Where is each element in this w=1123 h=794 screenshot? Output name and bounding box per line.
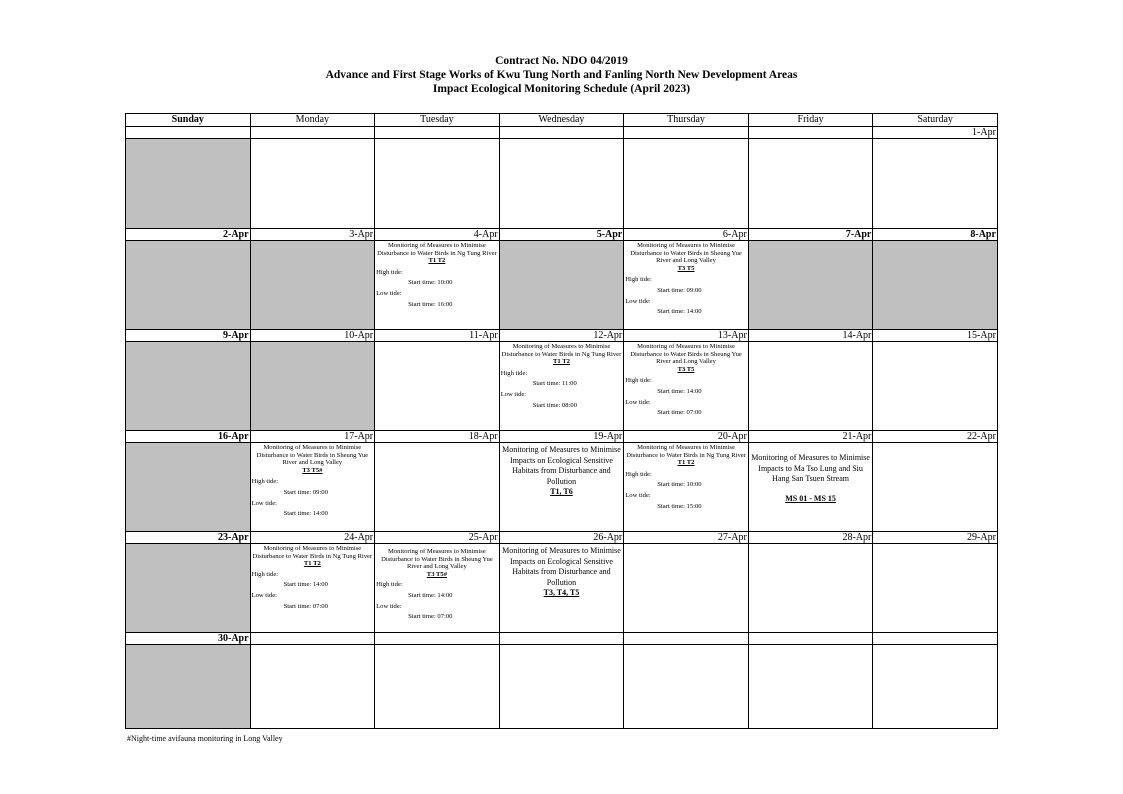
- monitoring-event: [624, 342, 748, 419]
- monitoring-event: [624, 443, 748, 512]
- transect-reference: T1 T2: [428, 257, 446, 265]
- day-cell: [250, 544, 375, 633]
- high-tide-label: High tide:: [251, 570, 279, 578]
- day-cell: [748, 241, 873, 330]
- footnote: #Night-time avifauna monitoring in Long Valley: [127, 734, 283, 743]
- day-cell: [624, 241, 749, 330]
- day-cell: [375, 139, 500, 229]
- day-header-saturday: Saturday: [873, 114, 998, 127]
- date-row: [126, 330, 998, 342]
- day-cell: [126, 645, 251, 729]
- day-cell: [499, 645, 624, 729]
- date-label: 30-Apr: [126, 633, 251, 645]
- day-cell: [499, 139, 624, 229]
- low-tide-label: Low tide:: [500, 390, 527, 398]
- day-cell: [624, 443, 749, 532]
- day-cell: [499, 241, 624, 330]
- day-cell: [499, 342, 624, 431]
- date-label: 24-Apr: [250, 532, 375, 544]
- date-label: [624, 633, 749, 645]
- day-cell: [873, 645, 998, 729]
- date-label: 22-Apr: [873, 431, 998, 443]
- day-header-tuesday: Tuesday: [375, 114, 500, 127]
- day-cell: [250, 645, 375, 729]
- day-cell: [126, 139, 251, 229]
- low-tide-start-time: Start time: 14:00: [657, 308, 702, 316]
- high-tide-label: High tide:: [376, 268, 403, 276]
- transect-reference: T1, T6: [550, 487, 573, 496]
- date-label: 29-Apr: [873, 532, 998, 544]
- date-label: 15-Apr: [873, 330, 998, 342]
- tide-times: [252, 477, 374, 519]
- transect-reference: T3 T5#: [302, 466, 323, 474]
- low-tide-label: Low tide:: [625, 297, 651, 305]
- low-tide-start-time: Start time: 16:00: [408, 300, 453, 308]
- day-cell: [250, 443, 375, 532]
- day-cell: [126, 443, 251, 532]
- content-row: [126, 544, 998, 633]
- day-cell: [126, 241, 251, 330]
- transect-reference: T3 T5: [677, 365, 695, 373]
- event-description: Monitoring of Measures to Minimise Disturbance to Water Birds in Sheung Yue River and Long Valley: [630, 343, 742, 366]
- date-row: [126, 229, 998, 241]
- low-tide-start-time: Start time: 07:00: [657, 409, 702, 417]
- low-tide-label: Low tide:: [376, 289, 402, 297]
- tide-times: [376, 268, 498, 310]
- date-label: [375, 127, 500, 139]
- transect-reference: T3, T4, T5: [543, 588, 580, 597]
- day-header-sunday: Sunday: [126, 114, 251, 127]
- date-label: 25-Apr: [375, 532, 500, 544]
- low-tide-start-time: Start time: 07:00: [283, 602, 328, 610]
- day-cell: [375, 544, 500, 633]
- day-header-friday: Friday: [748, 114, 873, 127]
- date-label: 23-Apr: [126, 532, 251, 544]
- day-cell: [748, 342, 873, 431]
- transect-reference: T3 T5#: [426, 570, 448, 578]
- date-label: [499, 127, 624, 139]
- event-description: Monitoring of Measures to Minimise Disturbance to Water Birds in Ng Tung River: [377, 242, 497, 257]
- date-row: [126, 532, 998, 544]
- transect-reference: T1 T2: [677, 459, 695, 467]
- day-cell: [499, 443, 624, 532]
- tide-times: [625, 470, 747, 512]
- high-tide-label: High tide:: [500, 369, 528, 377]
- day-cell: [873, 241, 998, 330]
- date-label: 20-Apr: [624, 431, 749, 443]
- date-label: 16-Apr: [126, 431, 251, 443]
- day-cell: [250, 241, 375, 330]
- date-label: [375, 633, 500, 645]
- high-tide-start-time: Start time: 09:00: [657, 286, 702, 294]
- event-description: Monitoring of Measures to Minimise Disturbance to Water Birds in Sheung Yue River and Long Valley: [256, 444, 369, 467]
- day-cell: [873, 544, 998, 633]
- event-description: Monitoring of Measures to Minimise Disturbance to Water Birds in Ng Tung River: [626, 444, 746, 459]
- date-label: 1-Apr: [873, 127, 998, 139]
- date-row: [126, 127, 998, 139]
- day-header-wednesday: Wednesday: [499, 114, 624, 127]
- day-cell: [126, 544, 251, 633]
- day-header-thursday: Thursday: [624, 114, 749, 127]
- event-description: Monitoring of Measures to Minimise Disturbance to Water Birds in Ng Tung River: [252, 545, 373, 560]
- weekday-header-row: [126, 114, 998, 127]
- content-row: [126, 645, 998, 729]
- day-cell: [624, 342, 749, 431]
- event-description: Monitoring of Measures to Minimise Disturbance to Water Birds in Sheung Yue River and Long Valley: [381, 548, 493, 571]
- high-tide-start-time: Start time: 10:00: [408, 279, 453, 287]
- high-tide-label: High tide:: [625, 377, 652, 385]
- low-tide-label: Low tide:: [251, 499, 278, 507]
- low-tide-start-time: Start time: 08:00: [532, 401, 578, 409]
- date-label: 13-Apr: [624, 330, 749, 342]
- high-tide-start-time: Start time: 14:00: [657, 387, 702, 395]
- date-label: 2-Apr: [126, 229, 251, 241]
- day-cell: [624, 645, 749, 729]
- low-tide-label: Low tide:: [376, 602, 402, 610]
- day-header-monday: Monday: [250, 114, 375, 127]
- monitoring-event: [251, 443, 375, 520]
- low-tide-start-time: Start time: 14:00: [283, 510, 328, 518]
- date-label: [748, 633, 873, 645]
- date-label: 17-Apr: [250, 431, 375, 443]
- tide-times: [501, 369, 623, 411]
- transect-reference: T1 T2: [553, 358, 570, 366]
- day-cell: [250, 342, 375, 431]
- monitoring-event: [749, 443, 873, 504]
- calendar-table: [125, 113, 998, 729]
- day-cell: [375, 443, 500, 532]
- day-cell: [375, 241, 500, 330]
- low-tide-label: Low tide:: [625, 398, 651, 406]
- day-cell: [873, 443, 998, 532]
- schedule-title: Impact Ecological Monitoring Schedule (April 2023): [432, 83, 691, 95]
- date-label: 26-Apr: [499, 532, 624, 544]
- date-label: [250, 127, 375, 139]
- date-label: 4-Apr: [375, 229, 500, 241]
- date-label: 7-Apr: [748, 229, 873, 241]
- day-cell: [375, 342, 500, 431]
- date-label: [748, 127, 873, 139]
- tide-times: [376, 580, 498, 622]
- date-label: 14-Apr: [748, 330, 873, 342]
- date-label: 8-Apr: [873, 229, 998, 241]
- day-cell: [126, 342, 251, 431]
- transect-reference: T1 T2: [303, 560, 321, 568]
- date-label: 11-Apr: [375, 330, 500, 342]
- high-tide-start-time: Start time: 09:00: [283, 488, 328, 496]
- tide-times: [625, 275, 747, 317]
- high-tide-start-time: Start time: 10:00: [657, 481, 702, 489]
- high-tide-label: High tide:: [376, 581, 403, 589]
- day-cell: [375, 645, 500, 729]
- low-tide-start-time: Start time: 07:00: [408, 613, 453, 621]
- content-row: [126, 443, 998, 532]
- date-label: 6-Apr: [624, 229, 749, 241]
- low-tide-label: Low tide:: [251, 591, 278, 599]
- event-description: Monitoring of Measures to Minimise Impacts on Ecological Sensitive Habitats from Disturbance and Pollution: [502, 445, 621, 486]
- content-row: [126, 241, 998, 330]
- date-row: [126, 431, 998, 443]
- date-label: 21-Apr: [748, 431, 873, 443]
- high-tide-label: High tide:: [251, 478, 279, 486]
- event-description: Monitoring of Measures to Minimise Impacts on Ecological Sensitive Habitats from Disturbance and Pollution: [502, 546, 621, 587]
- event-description: Monitoring of Measures to Minimise Impacts to Ma Tso Lung and Siu Hang San Tsuen Stream: [751, 453, 870, 483]
- date-label: [126, 127, 251, 139]
- date-label: 10-Apr: [250, 330, 375, 342]
- transect-reference: T3 T5: [677, 264, 695, 272]
- content-row: [126, 139, 998, 229]
- monitoring-event: [500, 443, 624, 498]
- date-label: [624, 127, 749, 139]
- monitoring-event: [375, 544, 499, 623]
- day-cell: [748, 645, 873, 729]
- date-label: 9-Apr: [126, 330, 251, 342]
- day-cell: [748, 139, 873, 229]
- high-tide-label: High tide:: [625, 276, 652, 284]
- high-tide-start-time: Start time: 11:00: [532, 380, 577, 388]
- low-tide-label: Low tide:: [625, 491, 651, 499]
- day-cell: [873, 342, 998, 431]
- date-label: 3-Apr: [250, 229, 375, 241]
- event-description: Monitoring of Measures to Minimise Disturbance to Water Birds in Sheung Yue River and Long Valley: [630, 242, 742, 265]
- event-description: Monitoring of Measures to Minimise Disturbance to Water Birds in Ng Tung River: [501, 343, 622, 358]
- day-cell: [624, 139, 749, 229]
- date-label: 5-Apr: [499, 229, 624, 241]
- high-tide-start-time: Start time: 14:00: [408, 591, 453, 599]
- date-label: [873, 633, 998, 645]
- high-tide-label: High tide:: [625, 470, 652, 478]
- tide-times: [625, 376, 747, 418]
- date-label: [250, 633, 375, 645]
- station-reference: MS 01 - MS 15: [785, 493, 836, 503]
- date-label: 12-Apr: [499, 330, 624, 342]
- contract-title: Contract No. NDO 04/2019: [495, 55, 628, 67]
- content-row: [126, 342, 998, 431]
- day-cell: [748, 544, 873, 633]
- day-cell: [250, 139, 375, 229]
- monitoring-event: [500, 342, 624, 411]
- high-tide-start-time: Start time: 14:00: [283, 581, 328, 589]
- day-cell: [873, 139, 998, 229]
- day-cell: [499, 544, 624, 633]
- low-tide-start-time: Start time: 15:00: [657, 502, 702, 510]
- monitoring-event: [624, 241, 748, 318]
- monitoring-event: [251, 544, 375, 612]
- date-row: [126, 633, 998, 645]
- date-label: 27-Apr: [624, 532, 749, 544]
- day-cell: [624, 544, 749, 633]
- monitoring-event: [500, 544, 624, 599]
- date-label: [499, 633, 624, 645]
- date-label: 28-Apr: [748, 532, 873, 544]
- tide-times: [252, 570, 374, 612]
- date-label: 18-Apr: [375, 431, 500, 443]
- day-cell: [748, 443, 873, 532]
- date-label: 19-Apr: [499, 431, 624, 443]
- project-title: Advance and First Stage Works of Kwu Tung North and Fanling North New Development Areas: [325, 69, 798, 81]
- monitoring-event: [375, 241, 499, 310]
